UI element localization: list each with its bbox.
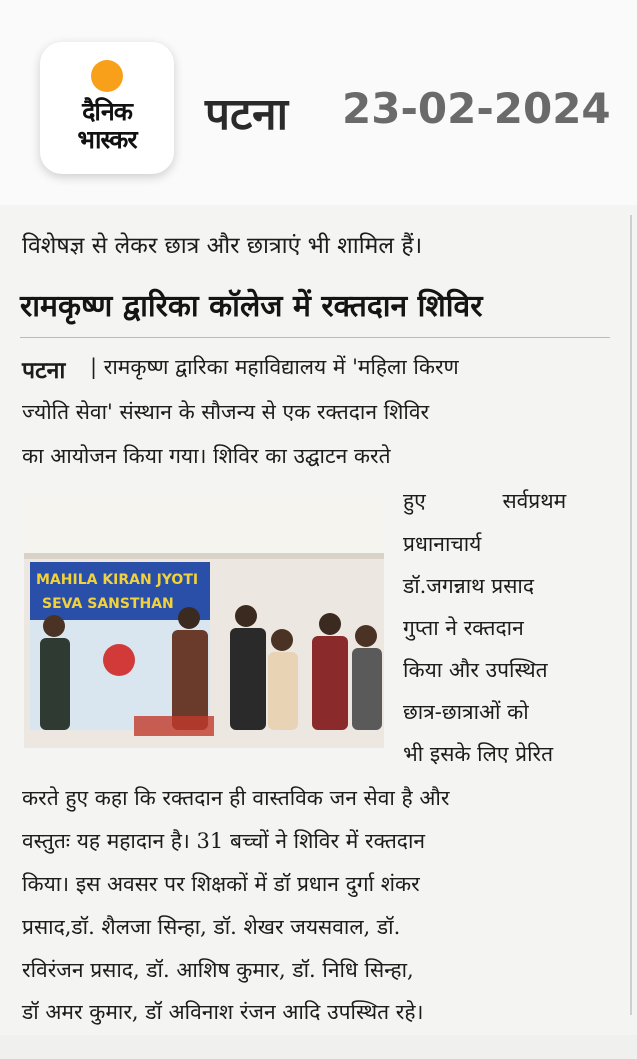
banner-line1: MAHILA KIRAN JYOTI <box>36 572 199 588</box>
dainik-bhaskar-logo[interactable] <box>40 42 174 174</box>
next-article-cutoff <box>0 1035 637 1059</box>
body-line: रविरंजन प्रसाद, डॉ. आशिष कुमार, डॉ. निधि सिन्हा, <box>22 958 414 982</box>
banner-line2: SEVA SANSTHAN <box>42 596 174 612</box>
previous-article-tail: विशेषज्ञ से लेकर छात्र और छात्राएं भी शामिल हैं। <box>22 233 423 259</box>
body-line: वस्तुतः यह महादान है। 31 बच्चों ने शिविर में रक्तदान <box>22 829 426 853</box>
app-header <box>0 0 637 205</box>
sun-dot-icon <box>91 60 123 92</box>
body-line: प्रधानाचार्य <box>403 532 482 556</box>
edition-city[interactable]: पटना <box>205 89 288 140</box>
photo-illustration <box>24 498 384 748</box>
edition-date[interactable]: 23-02-2024 <box>342 84 611 133</box>
body-line: हुए सर्वप्रथम <box>403 489 567 513</box>
body-line: ज्योति सेवा' संस्थान के सौजन्य से एक रक्तदान शिविर <box>22 400 430 424</box>
body-line: डॉ अमर कुमार, डॉ अविनाश रंजन आदि उपस्थित रहे। <box>22 1000 424 1024</box>
body-line: करते हुए कहा कि रक्तदान ही वास्तविक जन सेवा है और <box>22 786 450 810</box>
body-line: किया। इस अवसर पर शिक्षकों में डॉ प्रधान दुर्गा शंकर <box>22 872 420 896</box>
body-line: किया और उपस्थित <box>403 658 548 682</box>
body-line: भी इसके लिए प्रेरित <box>403 742 554 766</box>
article-dateline: पटना <box>22 358 66 384</box>
body-line: का आयोजन किया गया। शिविर का उद्घाटन करते <box>22 444 391 468</box>
body-line: गुप्ता ने रक्तदान <box>403 616 524 640</box>
article-photo[interactable] <box>24 498 384 748</box>
column-divider <box>630 215 632 1015</box>
headline-rule <box>20 337 610 338</box>
article-headline: रामकृष्ण द्वारिका कॉलेज में रक्तदान शिविर <box>20 289 483 324</box>
body-line: छात्र-छात्राओं को <box>403 700 529 724</box>
logo-line2: भास्कर <box>77 125 137 154</box>
body-line: | रामकृष्ण द्वारिका महाविद्यालय में 'महिला किरण <box>90 355 459 379</box>
body-line: डॉ.जगन्नाथ प्रसाद <box>403 574 534 598</box>
body-line: प्रसाद,डॉ. शैलजा सिन्हा, डॉ. शेखर जयसवाल, डॉ. <box>22 915 401 939</box>
logo-line1: दैनिक <box>82 97 132 126</box>
